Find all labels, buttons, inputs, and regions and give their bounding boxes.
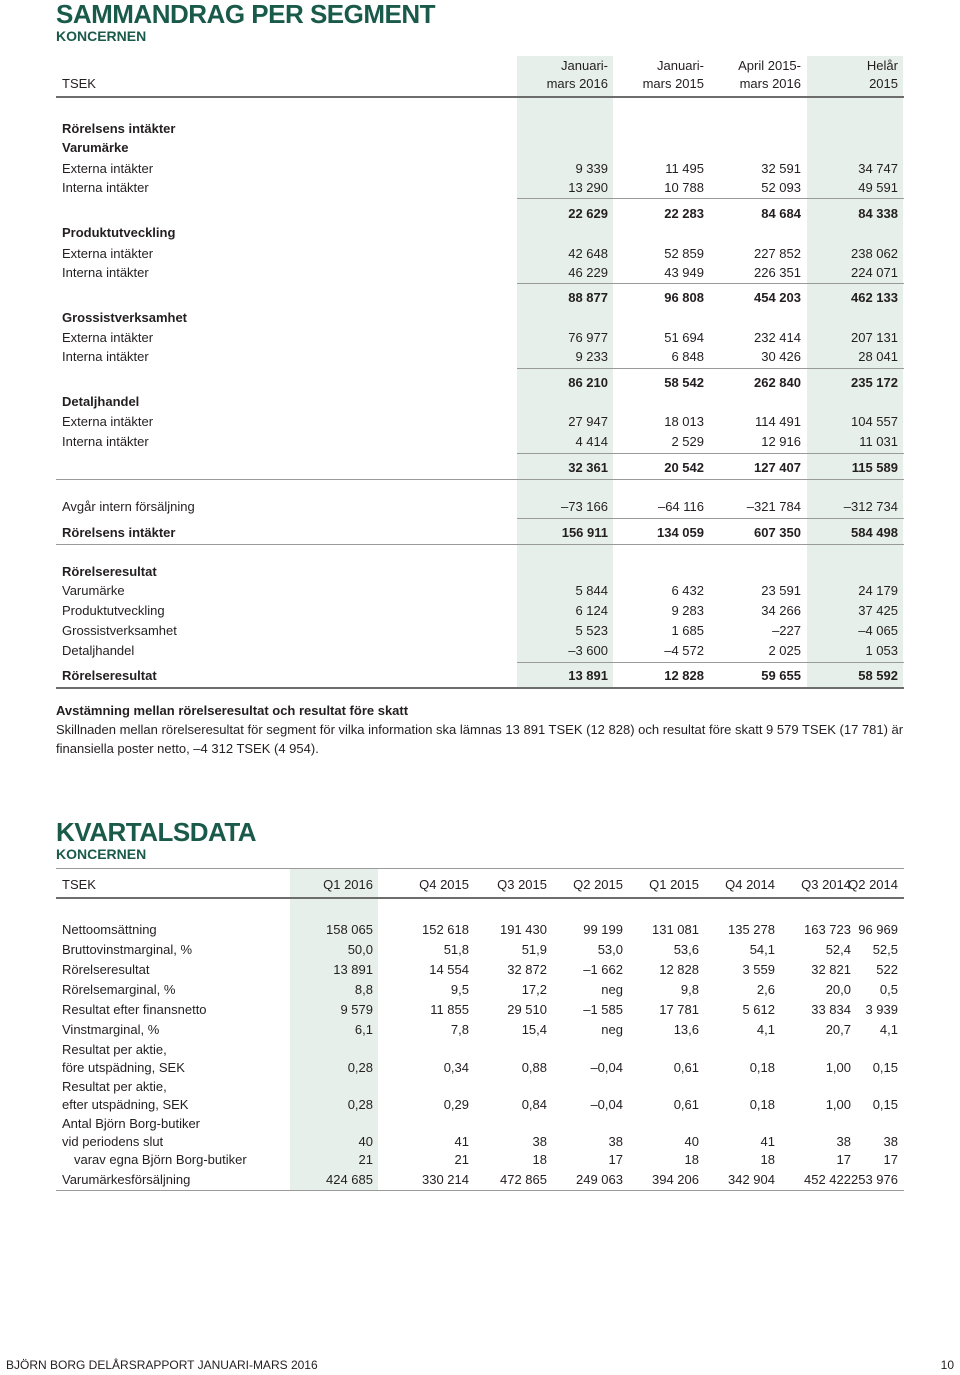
- row-label-line: Antal Björn Borg-butiker: [62, 1116, 201, 1131]
- subtotal-rule: [517, 198, 904, 199]
- quarterly-cell-value: 52,4: [825, 942, 851, 957]
- quarter-column-header: Q3 2014: [801, 877, 851, 892]
- cell-value: 32 591: [761, 161, 801, 176]
- cell-value: 27 947: [568, 414, 608, 429]
- quarterly-cell-value: 249 063: [576, 1172, 623, 1187]
- quarterly-cell-value: 29 510: [507, 1002, 547, 1017]
- subtotal-row: [62, 374, 898, 392]
- quarterly-cell-value: 0,28: [347, 1060, 373, 1075]
- quarter-column-header: Q2 2014: [848, 877, 898, 892]
- quarterly-cell-value: 13 891: [333, 962, 373, 977]
- quarterly-cell-value: 131 081: [652, 922, 699, 937]
- cell-value: 34 747: [858, 161, 898, 176]
- quarterly-cell-value: 50,0: [347, 942, 373, 957]
- cell-value: 23 591: [761, 583, 801, 598]
- quarterly-cell-value: 18: [532, 1152, 547, 1167]
- subtotal-row: [62, 459, 898, 477]
- quarterly-cell-value: 12 828: [659, 962, 699, 977]
- cell-value: 84 338: [858, 206, 898, 221]
- cell-value: 5 844: [575, 583, 608, 598]
- subtotal-rule: [517, 518, 904, 519]
- cell-value: 9 233: [575, 349, 608, 364]
- quarterly-cell-value: 20,0: [825, 982, 851, 997]
- row-label: Rörelsens intäkter: [62, 525, 176, 540]
- cell-value: 5 523: [575, 623, 608, 638]
- quarter-column-header: Q2 2015: [573, 877, 623, 892]
- cell-value: 227 852: [754, 246, 801, 261]
- quarter-column-header: Q4 2014: [725, 877, 775, 892]
- subtotal-row: [62, 289, 898, 307]
- quarterly-cell-value: 0,61: [673, 1097, 699, 1112]
- cell-value: 607 350: [754, 525, 801, 540]
- cell-value: –312 734: [843, 499, 898, 514]
- cell-value: 584 498: [851, 525, 898, 540]
- segment-summary-subtitle: KONCERNEN: [56, 28, 147, 44]
- cell-value: 58 592: [858, 668, 898, 683]
- cell-value: 10 788: [664, 180, 704, 195]
- cell-value: 13 891: [568, 668, 608, 683]
- row-label-line: vid periodens slut: [62, 1134, 164, 1149]
- row-label: Varumärke: [62, 140, 129, 155]
- header-rule: [56, 96, 904, 98]
- quarterly-top-rule: [56, 868, 904, 869]
- row-label: Interna intäkter: [62, 434, 149, 449]
- row-label: Varumärke: [62, 583, 125, 598]
- quarterly-cell-value: 4,1: [756, 1022, 775, 1037]
- cell-value: –321 784: [746, 499, 801, 514]
- section-heading-row: [62, 139, 898, 157]
- cell-value: –73 166: [561, 499, 608, 514]
- quarterly-row-label: [62, 1078, 188, 1114]
- quarterly-cell-value: 2,6: [756, 982, 775, 997]
- row-label: Detaljhandel: [62, 394, 140, 409]
- section-heading-row: [62, 224, 898, 242]
- quarterly-cell-value: 4,1: [879, 1022, 898, 1037]
- quarterly-cell-value: 522: [876, 962, 898, 977]
- table-row: [62, 582, 898, 600]
- quarterly-row-label: [62, 1171, 190, 1189]
- cell-value: 2 025: [768, 643, 801, 658]
- cell-value: 454 203: [754, 290, 801, 305]
- footer-report-title: BJÖRN BORG DELÅRSRAPPORT JANUARI-MARS 2016: [6, 1358, 318, 1372]
- quarterly-header-rule: [56, 897, 904, 899]
- quarterly-cell-value: 0,18: [749, 1060, 775, 1075]
- quarterly-cell-value: 17,2: [521, 982, 547, 997]
- quarterly-cell-value: 52,5: [872, 942, 898, 957]
- quarterly-cell-value: –1 585: [583, 1002, 623, 1017]
- quarterly-cell-value: 394 206: [652, 1172, 699, 1187]
- subtotal-rule: [517, 453, 904, 454]
- cell-value: 224 071: [851, 265, 898, 280]
- quarterly-cell-value: 17: [836, 1152, 851, 1167]
- quarterly-cell-value: 38: [532, 1134, 547, 1149]
- row-label-line: Varumärkesförsäljning: [62, 1172, 191, 1187]
- cell-value: 6 848: [671, 349, 704, 364]
- quarterly-cell-value: neg: [601, 1022, 623, 1037]
- cell-value: 52 093: [761, 180, 801, 195]
- row-label-line: Resultat per aktie,: [62, 1079, 167, 1094]
- quarterly-cell-value: 40: [358, 1134, 373, 1149]
- quarterly-cell-value: 51,8: [443, 942, 469, 957]
- quarterly-data-title: KVARTALSDATA: [56, 817, 257, 847]
- row-label: Externa intäkter: [62, 161, 154, 176]
- quarterly-cell-value: 20,7: [825, 1022, 851, 1037]
- table-row: [62, 160, 898, 178]
- cell-value: 1 685: [671, 623, 704, 638]
- quarterly-row-label: [62, 981, 175, 999]
- quarterly-cell-value: 3 939: [865, 1002, 898, 1017]
- quarterly-cell-value: 38: [836, 1134, 851, 1149]
- quarter-column-header: Q1 2016: [323, 877, 373, 892]
- currency-label: TSEK: [62, 76, 96, 91]
- cell-value: 262 840: [754, 375, 801, 390]
- table-row: [62, 498, 898, 516]
- quarterly-cell-value: 32 821: [811, 962, 851, 977]
- quarterly-row-label: [62, 1115, 200, 1151]
- cell-value: 86 210: [568, 375, 608, 390]
- quarterly-cell-value: 51,9: [521, 942, 547, 957]
- quarterly-cell-value: 158 065: [326, 922, 373, 937]
- cell-value: 1 053: [865, 643, 898, 658]
- quarterly-cell-value: 191 430: [500, 922, 547, 937]
- quarterly-cell-value: 163 723: [804, 922, 851, 937]
- cell-value: 156 911: [561, 525, 608, 540]
- row-label: Grossistverksamhet: [62, 310, 188, 325]
- table-row: [62, 179, 898, 197]
- section-heading-row: [62, 563, 898, 581]
- cell-value: 76 977: [568, 330, 608, 345]
- cell-value: 30 426: [761, 349, 801, 364]
- quarterly-cell-value: 38: [883, 1134, 898, 1149]
- quarterly-cell-value: 0,15: [872, 1060, 898, 1075]
- cell-value: 22 629: [568, 206, 608, 221]
- cell-value: 96 808: [664, 290, 704, 305]
- quarterly-cell-value: 0,88: [521, 1060, 547, 1075]
- col-header-full-year: Helår 2015: [866, 58, 898, 91]
- quarterly-cell-value: 342 904: [728, 1172, 775, 1187]
- cell-value: 88 877: [568, 290, 608, 305]
- quarterly-cell-value: 1,00: [825, 1097, 851, 1112]
- quarterly-cell-value: 0,29: [443, 1097, 469, 1112]
- table-row: [62, 433, 898, 451]
- row-label: Rörelsens intäkter: [62, 121, 176, 136]
- quarterly-cell-value: 5 612: [742, 1002, 775, 1017]
- cell-value: 49 591: [858, 180, 898, 195]
- cell-value: 11 031: [859, 434, 898, 449]
- cell-value: 84 684: [761, 206, 801, 221]
- table-row: [62, 245, 898, 263]
- cell-value: 18 013: [664, 414, 704, 429]
- cell-value: 115 589: [851, 460, 898, 475]
- table-row: [62, 667, 898, 685]
- quarterly-cell-value: 11 855: [430, 1002, 469, 1017]
- row-label: Interna intäkter: [62, 180, 149, 195]
- row-label-line: före utspädning, SEK: [62, 1060, 185, 1075]
- quarterly-cell-value: 0,34: [443, 1060, 469, 1075]
- cell-value: 51 694: [664, 330, 704, 345]
- cell-value: 207 131: [851, 330, 898, 345]
- quarterly-cell-value: 15,4: [521, 1022, 547, 1037]
- quarterly-row-label: [62, 1041, 185, 1077]
- reconciliation-note: [56, 701, 916, 758]
- quarterly-cell-value: 0,61: [673, 1060, 699, 1075]
- quarterly-cell-value: 21: [454, 1152, 469, 1167]
- row-label: Avgår intern försäljning: [62, 499, 195, 514]
- quarterly-cell-value: 0,5: [879, 982, 898, 997]
- quarterly-cell-value: 17 781: [659, 1002, 699, 1017]
- cell-value: 11 495: [665, 161, 704, 176]
- quarterly-cell-value: 452 422: [804, 1172, 851, 1187]
- subtotal-row: [62, 205, 898, 223]
- cell-value: 9 283: [671, 603, 704, 618]
- quarterly-cell-value: neg: [601, 982, 623, 997]
- quarterly-cell-value: 18: [760, 1152, 775, 1167]
- quarterly-cell-value: 424 685: [326, 1172, 373, 1187]
- page-number: 10: [940, 1358, 954, 1372]
- row-label-line: Nettoomsättning: [62, 922, 157, 937]
- cell-value: 20 542: [664, 460, 704, 475]
- quarterly-row-label: [62, 941, 192, 959]
- quarterly-cell-value: 41: [454, 1134, 469, 1149]
- cell-value: 235 172: [851, 375, 898, 390]
- section-heading-row: [62, 309, 898, 327]
- quarterly-cell-value: 38: [608, 1134, 623, 1149]
- cell-value: –4 572: [664, 643, 704, 658]
- row-label-line: Resultat efter finansnetto: [62, 1002, 207, 1017]
- quarterly-currency-label: TSEK: [62, 877, 96, 892]
- row-label: Produktutveckling: [62, 603, 165, 618]
- row-label: Interna intäkter: [62, 349, 149, 364]
- row-label: Detaljhandel: [62, 643, 135, 658]
- quarter-column-header: Q1 2015: [649, 877, 699, 892]
- cell-value: 226 351: [754, 265, 801, 280]
- cell-value: 42 648: [568, 246, 608, 261]
- quarterly-cell-value: 330 214: [422, 1172, 469, 1187]
- cell-value: 58 542: [664, 375, 704, 390]
- row-label-line: Rörelsemarginal, %: [62, 982, 176, 997]
- row-label: Grossistverksamhet: [62, 623, 177, 638]
- cell-value: 28 041: [858, 349, 898, 364]
- subtotal-rule: [517, 368, 904, 369]
- col-header-apr-mar: April 2015- mars 2016: [738, 58, 801, 91]
- quarter-column-header: Q4 2015: [419, 877, 469, 892]
- quarterly-cell-value: 9,8: [680, 982, 699, 997]
- row-label: Interna intäkter: [62, 265, 149, 280]
- quarterly-cell-value: 53,0: [597, 942, 623, 957]
- cell-value: 37 425: [858, 603, 898, 618]
- table-row: [62, 622, 898, 640]
- quarterly-cell-value: 472 865: [500, 1172, 547, 1187]
- cell-value: –3 600: [568, 643, 608, 658]
- quarterly-cell-value: 40: [684, 1134, 699, 1149]
- quarterly-cell-value: 14 554: [429, 962, 469, 977]
- quarterly-cell-value: –0,04: [590, 1097, 623, 1112]
- cell-value: 2 529: [671, 434, 704, 449]
- table-row: [62, 642, 898, 660]
- cell-value: 104 557: [851, 414, 898, 429]
- cell-value: 462 133: [851, 290, 898, 305]
- quarterly-cell-value: 0,28: [347, 1097, 373, 1112]
- col-header-jan-mar-2016: Januari- mars 2016: [546, 58, 608, 91]
- section-heading-row: [62, 393, 898, 411]
- quarterly-cell-value: 9 579: [340, 1002, 373, 1017]
- quarterly-cell-value: 96 969: [858, 922, 898, 937]
- cell-value: 232 414: [754, 330, 801, 345]
- quarterly-cell-value: 0,15: [872, 1097, 898, 1112]
- quarterly-row-label: [62, 921, 157, 939]
- quarterly-data-subtitle: KONCERNEN: [56, 846, 147, 862]
- section-heading-row: [62, 120, 898, 138]
- quarterly-cell-value: 0,18: [749, 1097, 775, 1112]
- table-row: [62, 524, 898, 542]
- cell-value: –64 116: [657, 499, 704, 514]
- row-label: Rörelseresultat: [62, 668, 157, 683]
- table-row: [62, 329, 898, 347]
- cell-value: 59 655: [761, 668, 801, 683]
- cell-value: 114 491: [754, 414, 801, 429]
- row-label: Produktutveckling: [62, 225, 176, 240]
- row-label: Externa intäkter: [62, 246, 154, 261]
- quarterly-row-label: [62, 1021, 159, 1039]
- quarterly-cell-value: 0,84: [521, 1097, 547, 1112]
- quarterly-cell-value: 135 278: [728, 922, 775, 937]
- cell-value: 13 290: [568, 180, 608, 195]
- cell-value: 134 059: [657, 525, 704, 540]
- cell-value: 22 283: [664, 206, 704, 221]
- segment-summary-title: SAMMANDRAG PER SEGMENT: [56, 0, 436, 29]
- cell-value: 52 859: [664, 246, 704, 261]
- quarterly-row-label: [62, 1001, 207, 1019]
- quarter-column-header: Q3 2015: [497, 877, 547, 892]
- quarterly-cell-value: –0,04: [590, 1060, 623, 1075]
- row-label-line: varav egna Björn Borg-butiker: [74, 1152, 247, 1167]
- quarterly-bottom-rule: [56, 1190, 904, 1191]
- quarterly-row-label: [62, 961, 149, 979]
- table-row: [62, 602, 898, 620]
- row-label: Externa intäkter: [62, 414, 154, 429]
- cell-value: 12 828: [664, 668, 704, 683]
- cell-value: 34 266: [761, 603, 801, 618]
- quarterly-cell-value: 17: [883, 1152, 898, 1167]
- cell-value: 43 949: [664, 265, 704, 280]
- cell-value: 238 062: [851, 246, 898, 261]
- row-label-line: Vinstmarginal, %: [62, 1022, 160, 1037]
- cell-value: 9 339: [575, 161, 608, 176]
- cell-value: 6 124: [575, 603, 608, 618]
- row-label-line: Resultat per aktie,: [62, 1042, 167, 1057]
- quarterly-cell-value: 8,8: [354, 982, 373, 997]
- table-row: [62, 348, 898, 366]
- section-rule: [56, 544, 904, 545]
- quarterly-cell-value: 54,1: [749, 942, 775, 957]
- quarterly-cell-value: 9,5: [450, 982, 469, 997]
- row-label: Rörelseresultat: [62, 564, 157, 579]
- quarterly-cell-value: 33 834: [811, 1002, 851, 1017]
- row-label: Externa intäkter: [62, 330, 154, 345]
- quarterly-cell-value: 1,00: [825, 1060, 851, 1075]
- quarterly-cell-value: 17: [608, 1152, 623, 1167]
- cell-value: –227: [772, 623, 801, 638]
- quarterly-cell-value: 99 199: [583, 922, 623, 937]
- cell-value: 6 432: [671, 583, 704, 598]
- cell-value: 127 407: [754, 460, 801, 475]
- table-row: [62, 413, 898, 431]
- quarterly-cell-value: 6,1: [354, 1022, 373, 1037]
- reconciliation-text: Skillnaden mellan rörelseresultat för segment för vilka information ska lämnas 13 891 TSEK (12 828) och resultat före skatt 9 579 TSEK (17 781) är finansiella poster netto, –4 312 TSEK (4 954).: [56, 722, 904, 756]
- quarterly-row-label: [74, 1151, 247, 1169]
- reconciliation-heading: Avstämning mellan rörelseresultat och resultat före skatt: [56, 703, 409, 718]
- quarterly-cell-value: 7,8: [450, 1022, 469, 1037]
- row-label-line: Rörelseresultat: [62, 962, 150, 977]
- quarterly-cell-value: 32 872: [507, 962, 547, 977]
- quarterly-cell-value: 18: [684, 1152, 699, 1167]
- cell-value: 32 361: [568, 460, 608, 475]
- cell-value: 4 414: [575, 434, 608, 449]
- quarterly-cell-value: 152 618: [422, 922, 469, 937]
- row-label-line: Bruttovinstmarginal, %: [62, 942, 193, 957]
- quarterly-cell-value: 3 559: [742, 962, 775, 977]
- quarterly-cell-value: –1 662: [583, 962, 623, 977]
- quarterly-cell-value: 53,6: [673, 942, 699, 957]
- cell-value: 46 229: [568, 265, 608, 280]
- quarterly-cell-value: 41: [760, 1134, 775, 1149]
- table-row: [62, 264, 898, 282]
- quarterly-cell-value: 13,6: [673, 1022, 699, 1037]
- section-rule: [56, 687, 904, 689]
- col-header-jan-mar-2015: Januari- mars 2015: [642, 58, 704, 91]
- cell-value: 12 916: [761, 434, 801, 449]
- section-rule: [56, 479, 904, 480]
- quarterly-cell-value: 253 976: [851, 1172, 898, 1187]
- cell-value: –4 065: [858, 623, 898, 638]
- quarterly-cell-value: 21: [358, 1152, 373, 1167]
- cell-value: 24 179: [858, 583, 898, 598]
- row-label-line: efter utspädning, SEK: [62, 1097, 189, 1112]
- subtotal-rule: [517, 662, 904, 663]
- subtotal-rule: [517, 283, 904, 284]
